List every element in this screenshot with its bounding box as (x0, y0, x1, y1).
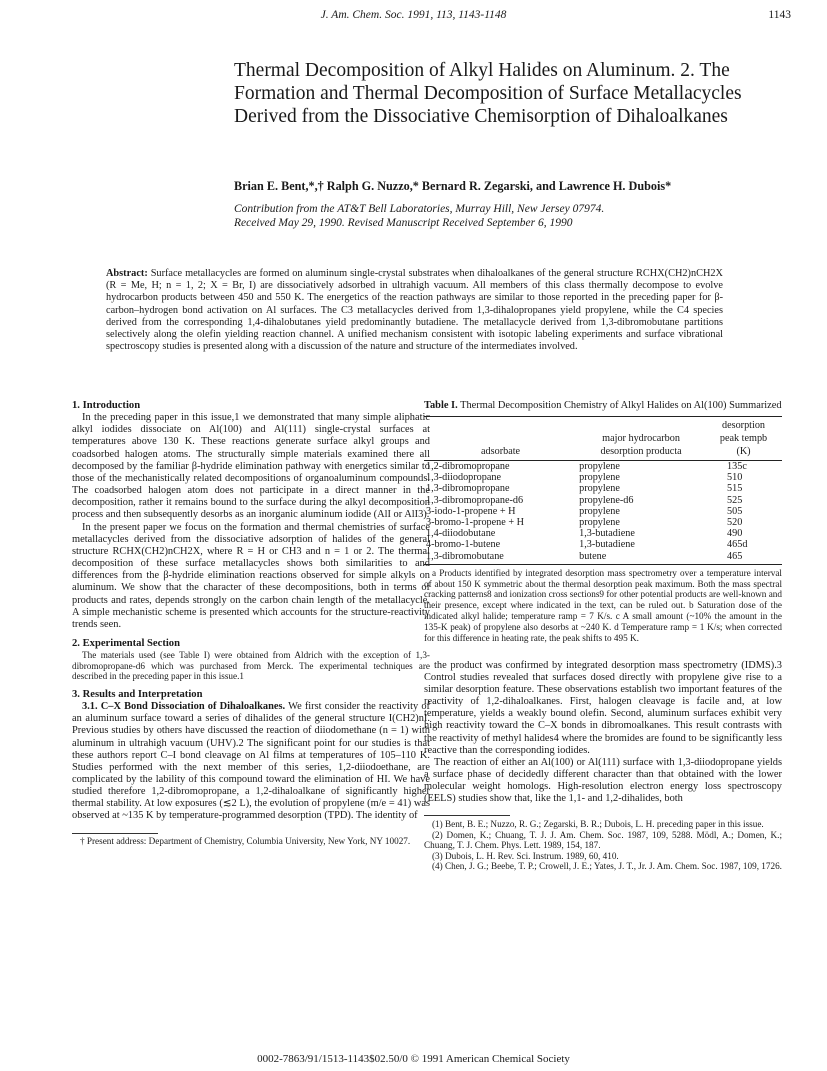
table-row (424, 495, 782, 506)
reference-item: (4) Chen, J. G.; Beebe, T. P.; Crowell, J. E.; Yates, J. T., Jr. J. Am. Chem. Soc. 1987, 109, 1726. (432, 861, 782, 872)
table-body (424, 461, 782, 565)
left-column (72, 400, 430, 846)
page-number: 1143 (768, 9, 791, 21)
table-cell: 1,4-diiodobutane (426, 528, 496, 540)
reference-item: (1) Bent, B. E.; Nuzzo, R. G.; Zegarski, B. R.; Dubois, L. H. preceding paper in this issue. (432, 819, 764, 830)
table-header-adsorbate: adsorbate (424, 445, 577, 461)
table-cell: propylene (579, 461, 620, 472)
table-cell: 490 (727, 528, 743, 540)
table-row (424, 517, 782, 528)
intro-paragraph-2: In the present paper we focus on the formation and thermal chemistries of surface metallacycles derived from the dissociative adsorption of halides of the general structure RCHX(CH2)nCH2X, where R = H or CH3 and n = 1 or 2. The thermal decomposition of these surface metallacycles shows both similarities to and differences from the β-hydride elimination reactions observed for simple alkyls on aluminum. We show that the character of these decompositions, both in terms of products and rates, depends strongly on the carbon chain length of the metallacycle. A simple mechanistic scheme is presented which accounts for the structure-reactivity trends seen. (72, 521, 430, 630)
references-rule (424, 815, 510, 816)
table-cell: 465d (727, 539, 748, 551)
table-cell: 510 (727, 472, 743, 484)
decomposition-table (424, 416, 782, 565)
right-column (424, 400, 782, 872)
table-cell: butene (577, 551, 705, 565)
table-cell: propylene (579, 505, 620, 517)
table-cell: propylene (579, 483, 620, 495)
table-header-temp-line1: desorption (705, 417, 782, 433)
footnote-rule (72, 833, 158, 834)
section-heading-introduction: 1. Introduction (72, 400, 141, 411)
table-cell: 505 (727, 505, 743, 517)
table-header-product-line2: desorption producta (577, 445, 705, 461)
table-row (424, 472, 782, 483)
table-header-product-line1: major hydrocarbon (602, 433, 680, 444)
table-header-temp-line3: (K) (705, 445, 782, 461)
present-address-footnote: † Present address: Department of Chemistry, Columbia University, New York, NY 10027. (80, 835, 411, 846)
abstract-text: Surface metallacycles are formed on aluminum single-crystal substrates when dihaloalkanes of the general structure RCHX(CH2)nCH2X (R = Me, H; n = 1, 2; X = Br, I) are dissociatively adsorbed in ultrahigh vacuum. All members of this class thermally decompose to evolve hydrocarbon products between 450 and 550 K. The energetics of the reaction pathways are similar to those reported in the preceding paper for β-carbon–hydrogen bond activation on Al surfaces. The C3 metallacycles derived from 1,3-dihalopropanes yield propylene, while the C4 species derived from the corresponding 1,4-dihalobutanes yield predominantly butadiene. The metallacycle derived from 1,3-dibromobutane partitions selectively along the olefin yielding reaction channel. A unified mechanism consistent with isotopic labeling experiments and surface vibrational spectroscopy studies is presented along with a discussion of the nature and structure of the intermediates involved. (106, 268, 723, 353)
intro-paragraph-1: In the preceding paper in this issue,1 we demonstrated that many simple aliphatic alkyl iodides dissociate on Al(100) and Al(111) single-crystal surfaces at temperatures above 130 K. These reactions generate surface alkyl groups and coadsorbed halogen atoms. The structurally simple materials examined there all decomposed by the familiar β-hydride elimination pathway with energetics similar to those of the mechanistically related decompositions of organoaluminum compounds. The coadsorbed halogen atom does not participate in a direct manner in the decomposition, rather it remains bound to the surface during the alkyl decomposition process and then subsequently desorbs as an inorganic aluminum iodide (AlI or AlI3). (72, 412, 430, 521)
table-cell: 1,3-butadiene (579, 539, 635, 551)
table-cell: 465 (705, 551, 782, 565)
affiliation-block (234, 202, 794, 230)
right-paragraph-1: the product was confirmed by integrated desorption mass spectrometry (IDMS).3 Control studies revealed that surfaces dosed directly with propylene give rise to a similar desorption feature. These observations establish two important features of the reactivity of 1,2-dihaloalkanes. First, halogen cleavage is facile and, at low temperature, yields a weakly bound olefin. Second, aluminum surfaces exhibit very high reactivity toward the C–X bonds in dibromoalkanes. This result contrasts with the reactivity of methyl halides4 where the bromides are found to be significantly less reactive than the corresponding iodides. (424, 659, 782, 756)
table-header-temp-line2: peak tempb (719, 433, 768, 444)
table-cell: 525 (727, 494, 743, 506)
table-row (424, 539, 782, 550)
table-row (424, 551, 782, 565)
table-cell: 1,3-diiodopropane (426, 472, 501, 484)
article-title: Thermal Decomposition of Alkyl Halides on Aluminum. 2. The Formation and Thermal Decomposition of Surface Metallacycles Derived from the Dissociative Chemisorption of Dihaloalkanes (234, 60, 742, 128)
reference-item: (2) Domen, K.; Chuang, T. J. J. Am. Chem. Soc. 1987, 109, 5288. Mödl, A.; Domen, K.; Chuang, T. J. Chem. Phys. Lett. 1989, 154, 187. (424, 829, 782, 851)
table-cell: 1,3-dibromobutane (424, 551, 577, 565)
table-cell: 1,3-dibromopropane (426, 483, 510, 495)
running-header: J. Am. Chem. Soc. 1991, 113, 1143-1148 (320, 9, 507, 21)
table-cell: 4-bromo-1-butene (426, 539, 501, 551)
table-cell: 1,3-dibromopropane-d6 (426, 494, 524, 506)
table-cell: 515 (727, 483, 743, 495)
table-cell: 3-bromo-1-propene + H (426, 517, 524, 529)
table-row (424, 461, 782, 473)
section-heading-results: 3. Results and Interpretation (72, 688, 203, 700)
table-cell: propylene (579, 517, 620, 529)
table-caption (424, 400, 782, 412)
received-dates: Received May 29, 1990. Revised Manuscript Received September 6, 1990 (234, 217, 573, 229)
table-cell: 1,3-butadiene (579, 528, 635, 540)
subsection-3-1-text: We first consider the reactivity of an aluminum surface toward a series of dihalides of the general structure I(CH2)nI. Previous studies by others have discussed the reaction of diiodomethane (n = 1) with aluminum in ultrahigh vacuum (UHV).2 The significant point for our studies is that these authors report C–I bond cleavage on Al films at temperatures of 105–110 K. Studies performed with the next member of this series, 1,2-diiodoethane, are complicated by the lability of this compound toward the elimination of HI. We have studied therefore 1,2-dibromopropane, a 1,2-dihaloalkane of significantly higher thermal stability. At low exposures (≲2 L), the evolution of propylene (m/e = 41) was observed at ~135 K by temperature-programmed desorption (TPD). The identity of (72, 701, 430, 822)
table-footnotes: a Products identified by integrated desorption mass spectrometry over a temperature interval of about 150 K symmetric about the thermal desorption peak maximum. Both the mass spectral cracking patterns8 and ionization cross sections9 for other potential products are well-known and their presence, except where indicated in the text, can be ruled out. b Saturation dose of the indicated alkyl halide; temperature ramp = 7 K/s. c A small amount (~10% the amount in the 135-K peak) of propylene also desorbs at ~240 K. d Temperature ramp = 1 K/s; when corrected for this difference in heating rate, the peak shifts to 495 K. (424, 567, 782, 643)
affiliation: Contribution from the AT&T Bell Laboratories, Murray Hill, New Jersey 07974. (234, 203, 605, 215)
table-cell: 520 (727, 517, 743, 529)
abstract (106, 268, 723, 353)
subsection-heading-3-1: 3.1. C–X Bond Dissociation of Dihaloalkanes. (82, 701, 286, 713)
author-list: Brian E. Bent,*,† Ralph G. Nuzzo,* Bernard R. Zegarski, and Lawrence H. Dubois* (234, 179, 672, 193)
results-paragraph (72, 701, 430, 823)
table-cell: propylene (579, 472, 620, 484)
table-label: Table I. (424, 400, 458, 411)
copyright-footer: 0002-7863/91/1513-1143$02.50/0 © 1991 American Chemical Society (257, 1053, 570, 1065)
right-paragraph-2: The reaction of either an Al(100) or Al(111) surface with 1,3-diiodopropane yields a surface phase of decidedly different character than that obtained with the lower molecular weight homologs. High-resolution electron energy loss spectroscopy (EELS) studies show that, like the 1,1- and 1,2-dihalides, both (424, 756, 782, 805)
table-cell: 1,2-dibromopropane (426, 461, 510, 472)
reference-item: (3) Dubois, L. H. Rev. Sci. Instrum. 1989, 60, 410. (432, 850, 619, 861)
table-cell: 3-iodo-1-propene + H (426, 505, 516, 517)
table-cell: 135c (727, 461, 747, 472)
experimental-text: The materials used (see Table I) were obtained from Aldrich with the exception of 1,3-dibromopropane-d6 which was purchased from Merck. The experimental techniques are described in the preceding paper in this issue.1 (72, 650, 430, 682)
abstract-label: Abstract: (106, 268, 148, 279)
table-caption-text: Thermal Decomposition Chemistry of Alkyl Halides on Al(100) Summarized (460, 400, 782, 411)
table-row (424, 483, 782, 494)
table-row (424, 506, 782, 517)
table-row (424, 528, 782, 539)
table-cell: propylene-d6 (579, 494, 634, 506)
section-heading-experimental: 2. Experimental Section (72, 637, 180, 649)
